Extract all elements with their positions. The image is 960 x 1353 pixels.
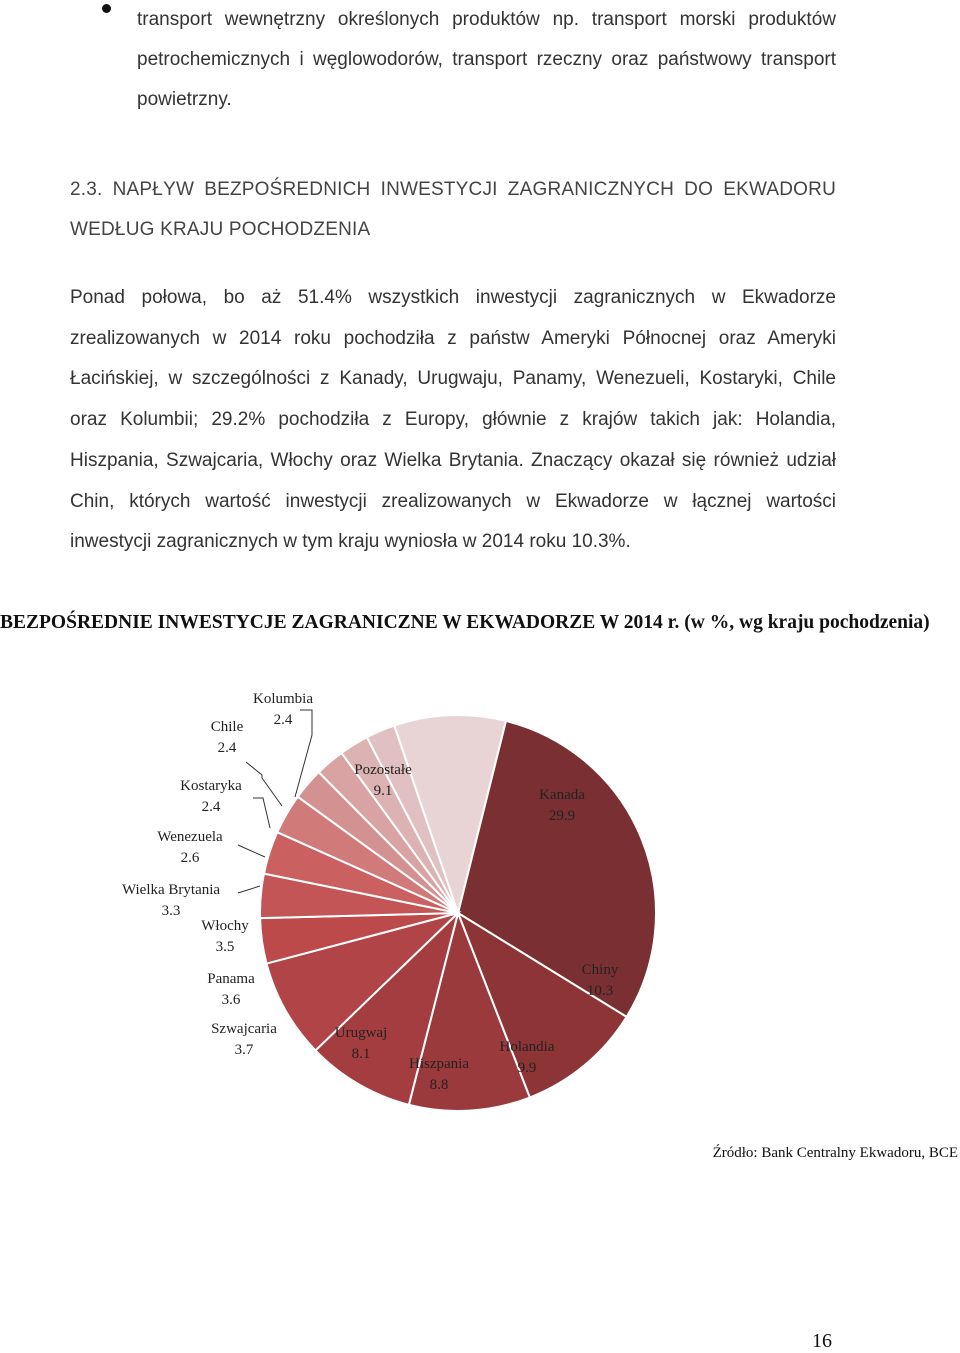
leader-line — [253, 798, 270, 828]
leader-line — [246, 762, 282, 806]
bullet-text: transport wewnętrzny określonych produktów np. transport morski produktów petrochemicznych i węglowodorów, transport rzeczny oraz państwowy transport powietrzny. — [137, 9, 836, 110]
pie-slices — [260, 715, 656, 1111]
pie-label: Panama 3.6 — [207, 971, 255, 1008]
pie-label: Wenezuela 2.6 — [157, 829, 223, 866]
pie-label: Hiszpania 8.8 — [409, 1056, 469, 1093]
pie-label: Wielka Brytania 3.3 — [121, 882, 221, 919]
pie-chart — [0, 660, 960, 1140]
pie-label: Kostaryka 2.4 — [180, 778, 242, 815]
source-note: Źródło: Bank Centralny Ekwadoru, BCE — [712, 1145, 958, 1161]
pie-label: Szwajcaria 3.7 — [211, 1021, 277, 1058]
pie-label: Holandia 9.9 — [499, 1039, 555, 1076]
body-paragraph: Ponad połowa, bo aż 51.4% wszystkich inwestycji zagranicznych w Ekwadorze zrealizowanych w 2014 roku pochodziła z państw Ameryki Północnej oraz Ameryki Łacińskiej, w szczególności z Kanady, Urugwaju, Panamy, Wenezueli, Kostaryki, Chile oraz Kolumbii; 29.2% pochodziła z Europy, głównie z krajów takich jak: Holandia, Hiszpania, Szwajcaria, Włochy oraz Wielka Brytania. Znaczący okazał się również udział Chin, których wartość inwestycji zrealizowanych w Ekwadorze w łącznej wartości inwestycji zagranicznych w tym kraju wyniosła w 2014 roku 10.3%. — [70, 287, 836, 553]
bullet-dot — [102, 4, 111, 13]
pie-label: Kanada 29.9 — [539, 787, 585, 824]
leader-line — [238, 845, 265, 857]
pie-label: Włochy 3.5 — [201, 918, 249, 955]
chart-title: BEZPOŚREDNIE INWESTYCJE ZAGRANICZNE W EKWADORZE W 2014 r. (w %, wg kraju pochodzenia) — [0, 612, 930, 633]
leader-line — [238, 886, 260, 893]
page-number: 16 — [812, 1330, 832, 1352]
pie-label: Pozostałe 9.1 — [354, 762, 412, 799]
pie-label: Urugwaj 8.1 — [334, 1025, 388, 1062]
section-heading: 2.3. NAPŁYW BEZPOŚREDNICH INWESTYCJI ZAGRANICZNYCH DO EKWADORU WEDŁUG KRAJU POCHODZENIA — [70, 179, 836, 240]
pie-label: Kolumbia 2.4 — [253, 691, 313, 728]
pie-label: Chiny 10.3 — [581, 962, 619, 999]
pie-label: Chile 2.4 — [210, 719, 244, 756]
